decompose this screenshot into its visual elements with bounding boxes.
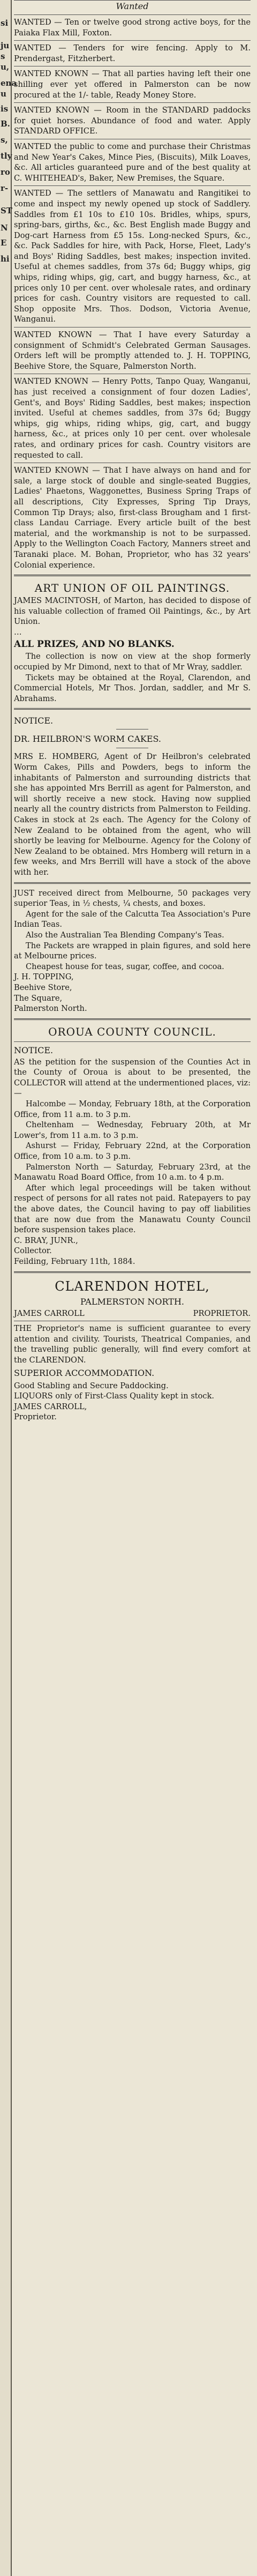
ad-art-union bbox=[14, 580, 251, 704]
notice-label: NOTICE. bbox=[14, 716, 54, 726]
ad-wanted-boys bbox=[14, 17, 251, 38]
hotel-signature-role: Proprietor. bbox=[14, 1412, 57, 1422]
council-halcombe: Halcombe — Monday, February 18th, at the Corporation Office, from 11 a.m. to 3 p.m. bbox=[14, 1099, 251, 1119]
hotel-proprietor-label: PROPRIETOR. bbox=[193, 1308, 251, 1318]
ad-wanted-potts bbox=[14, 376, 251, 460]
hotel-liquors: LIQUORS only of First-Class Quality kept in stock. bbox=[14, 1391, 215, 1401]
divider bbox=[14, 14, 251, 15]
hotel-title: CLARENDON HOTEL, bbox=[55, 1278, 210, 1294]
ad-text: WANTED — Tenders for wire fencing. Apply to M. Prendergast, Fitzherbert. bbox=[14, 43, 251, 63]
tea-signature-3: Palmerston North. bbox=[14, 1004, 87, 1014]
divider bbox=[14, 708, 251, 710]
divider bbox=[14, 1271, 251, 1273]
left-column-fragment-strip bbox=[0, 0, 17, 2576]
council-p1: AS the petition for the suspension of the Counties Act in the County of Oroua is about to be presented, the COLLECTOR will attend at the undermentioned places, viz:— bbox=[14, 1057, 251, 1098]
council-proceedings: After which legal proceedings will be taken without respect of persons for all rates not paid. Ratepayers to pay the above dates, the Council having to pay off liabilities that are now due from the Manawatu County Council before suspension takes place. bbox=[14, 1183, 251, 1235]
worm-cakes-body: MRS E. HOMBERG, Agent of Dr Heilbron's celebrated Worm Cakes, Pills and Powders, begs to inform the inhabitants of Palmerston and surrounding districts that she has appointed Mrs Berrill as agent for Palmerston, and will shortly receive a new stock. Having now supplied nearly all the country districts from Palmerston to Feilding. Cakes in stock at 2s each. The Agency for the Colony of New Zealand to be obtained from the agent, who will shortly be leaving for Melbourne. Agency for the Colony of New Zealand to be obtained. Mrs Homberg will return in a few weeks, and Mrs Berrill will have a stock of the above with her. bbox=[14, 752, 251, 877]
left-fragment: hi bbox=[1, 254, 10, 264]
tea-signature-name: J. H. TOPPING, bbox=[14, 972, 74, 982]
art-union-ellipsis: … bbox=[14, 627, 22, 637]
art-union-title: ART UNION OF OIL PAINTINGS. bbox=[34, 582, 230, 595]
left-fragment: r- bbox=[1, 183, 9, 193]
ad-wanted-known-shilling bbox=[14, 69, 251, 100]
art-union-tickets: Tickets may be obtained at the Royal, Clarendon, and Commercial Hotels, Mr Thos. Jordan, saddler, and Mr S. Abrahams. bbox=[14, 673, 251, 703]
divider bbox=[14, 185, 251, 186]
worm-cakes-title: DR. HEILBRON'S WORM CAKES. bbox=[14, 734, 161, 744]
ad-text: WANTED KNOWN — Room in the STANDARD paddocks for quiet horses. Abundance of food and water. Apply STANDARD OFFICE. bbox=[14, 106, 251, 136]
council-notice-label: NOTICE. bbox=[14, 1045, 54, 1055]
ad-worm-cakes bbox=[14, 714, 251, 877]
art-union-all-prizes: ALL PRIZES, AND NO BLANKS. bbox=[14, 639, 175, 650]
ad-text: WANTED KNOWN — That all parties having left their one shilling ever yet offered in Palmerston can be now procured at the 1/- table, Ready Money Store. bbox=[14, 69, 251, 100]
left-fragment: B. bbox=[1, 119, 10, 129]
ad-wanted-saddlery bbox=[14, 188, 251, 325]
divider bbox=[14, 882, 251, 884]
ad-wanted-coach-factory bbox=[14, 465, 251, 570]
ad-text: WANTED KNOWN — That I have every Saturday a consignment of Schmidt's Celebrated German Sausages. Orders left will be promptly attended to. J. H. TOPPING, Beehive Store, the Square, Palmerston North. bbox=[14, 330, 251, 371]
council-title: OROUA COUNTY COUNCIL. bbox=[48, 1025, 216, 1038]
left-fragment: tly bbox=[1, 151, 12, 161]
council-cheltenham: Cheltenham — Wednesday, February 20th, at Mr Lower's, from 11 a.m. to 3 p.m. bbox=[14, 1120, 251, 1140]
divider bbox=[14, 40, 251, 41]
left-fragment: is bbox=[1, 104, 9, 114]
left-fragment: s bbox=[1, 51, 5, 61]
tea-p4: The Packets are wrapped in plain figures, and sold here at Melbourne prices. bbox=[14, 941, 251, 961]
ad-text: WANTED — Ten or twelve good strong active boys, for the Paiaka Flax Mill, Foxton. bbox=[14, 18, 251, 38]
art-union-intro: JAMES MACINTOSH, of Marton, has decided to dispose of his valuable collection of framed Oil Paintings, &c., by Art Union. bbox=[14, 596, 251, 627]
divider bbox=[14, 1018, 251, 1020]
hotel-signature: JAMES CARROLL, bbox=[14, 1402, 87, 1411]
tea-p2: Agent for the sale of the Calcutta Tea Association's Pure Indian Teas. bbox=[14, 909, 251, 929]
hotel-subtitle: PALMERSTON NORTH. bbox=[80, 1296, 184, 1307]
tea-signature-1: Beehive Store, bbox=[14, 982, 72, 992]
left-fragment: u, bbox=[1, 62, 10, 72]
hotel-proprietor-line bbox=[14, 1308, 251, 1319]
art-union-view: The collection is now on view at the shop formerly occupied by Mr Dimond, next to that of Mr Wray, saddler. bbox=[14, 652, 251, 672]
ad-clarendon-hotel bbox=[14, 1277, 251, 1423]
ad-text: WANTED — The settlers of Manawatu and Rangitikei to come and inspect my newly opened up stock of Saddlery. Saddles from £1 10s to £10 10s. Bridles, whips, spurs, spring-bars, girths, &c., &c. Best English made Buggy and Dog-cart Harness from £5 15s. Long-necked Spurs, &c., &c. Pack Saddles for hire, with Pack, Horse, Fleet, Lady's and Boys' Riding Saddles, best makes; inspection invited. Useful at chemes saddles, from 37s 6d; Buggy whips, gig whips, riding whips, gig, cart, and buggy harness, &c., at prices only 10 per cent. over wholesale rates, and ordinary prices for cash. Country visitors are requested to call. Shop opposite Mrs. Thos. Dodson, Victoria Avenue, Wanganui. bbox=[14, 189, 251, 324]
column-heading: Wanted bbox=[116, 1, 149, 11]
divider bbox=[14, 575, 251, 576]
left-fragment: s, bbox=[1, 135, 8, 145]
ad-text: WANTED KNOWN — That I have always on hand and for sale, a large stock of double and single-seated Buggies, Ladies' Phaetons, Waggonettes, Business Spring Traps of all descriptions, City Expresses, Spring Tip Drays, Common Tip Drays; also, first-class Brougham and 1 first-class Landau Carriage. Every article built of the best material, and the workmanship is not to be surpassed. Apply to the Wellington Coach Factory, Manners street and Taranaki place. M. Bohan, Proprietor, who has 32 years' Colonial experience. bbox=[14, 466, 251, 570]
council-signature: C. BRAY, JUNR., bbox=[14, 1235, 78, 1245]
left-fragment: ro bbox=[1, 167, 10, 177]
ad-text: WANTED KNOWN — Henry Potts, Tanpo Quay, Wanganui, has just received a consignment of four dozen Ladies', Gent's, and Boys' Riding Saddles, best makes; inspection invited. Useful at chemes saddles, from 37s 6d; Buggy whips, gig whips, riding whips, gig, cart, and buggy harness, &c., at prices only 10 per cent. over wholesale rates, and ordinary prices for cash. Country visitors are requested to call. bbox=[14, 377, 251, 460]
council-ashurst: Ashurst — Friday, February 22nd, at the Corporation Office, from 10 a.m. to 3 p.m. bbox=[14, 1141, 251, 1162]
ad-wanted-cakes bbox=[14, 142, 251, 183]
ad-wanted-known-paddocks bbox=[14, 105, 251, 137]
left-fragment: E bbox=[1, 238, 7, 248]
ad-text: WANTED the public to come and purchase their Christmas and New Year's Cakes, Mince Pies, (Biscuits), Milk Loaves, &c. All articles guaranteed pure and of the best quality at C. WHITEHEAD's, Baker, New Premises, the Square. bbox=[14, 142, 251, 183]
left-fragment: u bbox=[1, 89, 6, 99]
left-fragment: N bbox=[1, 223, 8, 233]
council-palmerston: Palmerston North — Saturday, February 23rd, at the Manawatu Road Board Office, from 10 a.m. to 4 p.m. bbox=[14, 1162, 251, 1182]
hotel-p1: THE Proprietor's name is sufficient guarantee to every attention and civility. Tourists, Theatrical Companies, and the travelling public generally, will find every comfort at the CLARENDON. bbox=[14, 1324, 251, 1365]
ad-oroua-county-council bbox=[14, 1024, 251, 1267]
left-fragment: ju bbox=[1, 41, 10, 50]
tea-p1: JUST received direct from Melbourne, 50 packages very superior Teas, in ½ chests, ¼ chests, and boxes. bbox=[14, 888, 251, 909]
ad-tea bbox=[14, 888, 251, 1014]
divider bbox=[14, 102, 251, 103]
tea-signature-2: The Square, bbox=[14, 993, 63, 1003]
council-signature-role: Collector. bbox=[14, 1246, 52, 1256]
council-date: Feilding, February 11th, 1884. bbox=[14, 1256, 135, 1266]
tea-p5: Cheapest house for teas, sugar, coffee, and cocoa. bbox=[26, 962, 224, 971]
divider bbox=[14, 1041, 251, 1042]
left-fragment: ST bbox=[1, 206, 12, 215]
ad-wanted-sausages bbox=[14, 330, 251, 371]
hotel-superior: SUPERIOR ACCOMMODATION. bbox=[14, 1367, 155, 1378]
tea-p3: Also the Australian Tea Blending Company's Teas. bbox=[26, 930, 224, 940]
left-fragment: si bbox=[1, 18, 9, 28]
advertisement-column bbox=[14, 0, 251, 1423]
hotel-proprietor-name: JAMES CARROLL bbox=[14, 1308, 85, 1318]
left-fragment: ena bbox=[1, 78, 17, 88]
hotel-stabling: Good Stabling and Secure Paddocking. bbox=[14, 1381, 169, 1390]
ad-wanted-tenders bbox=[14, 43, 251, 64]
